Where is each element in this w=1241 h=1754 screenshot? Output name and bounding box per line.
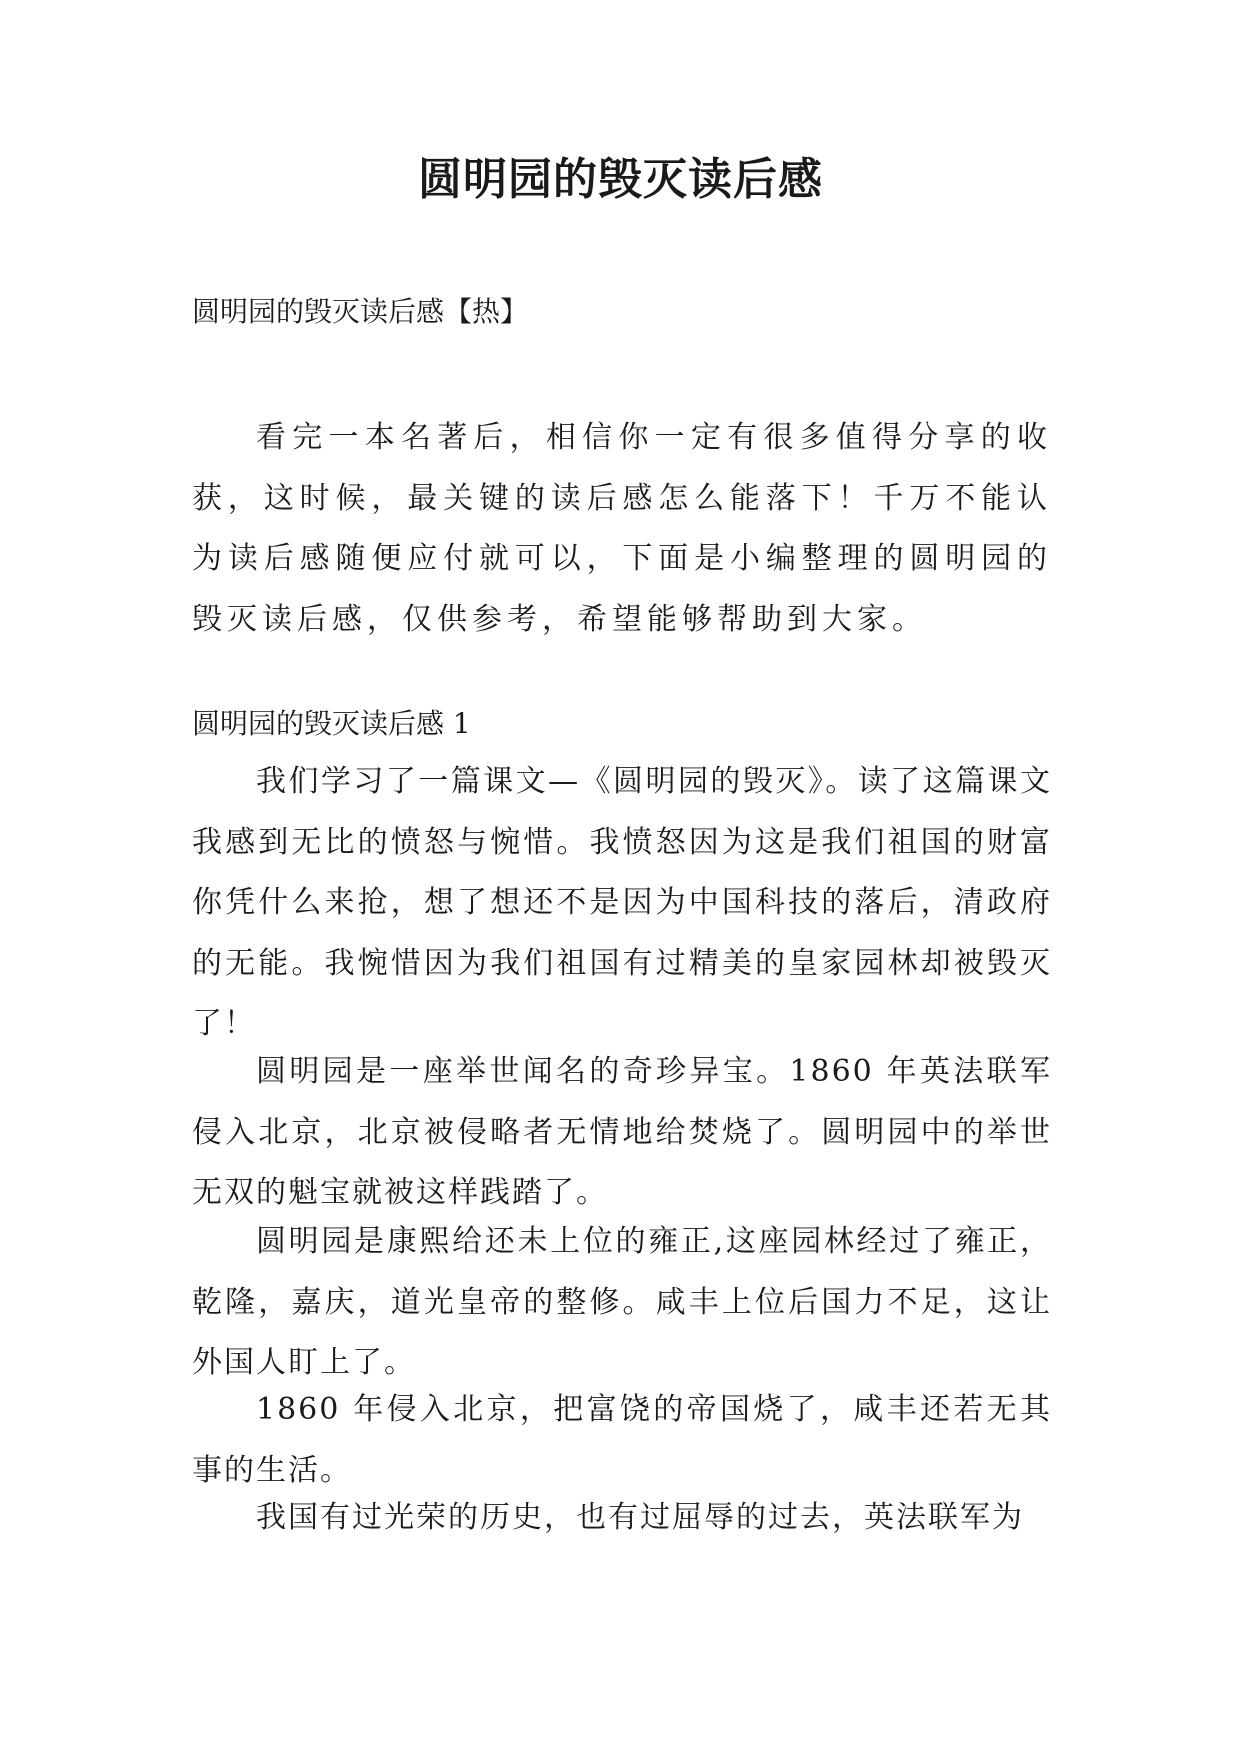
body-paragraph: 我国有过光荣的历史，也有过屈辱的过去，英法联军为: [256, 1500, 1024, 1535]
body-paragraph: 1860 年侵入北京，把富饶的帝国烧了，咸丰还若无其事的生活。: [192, 1392, 1052, 1488]
intro-paragraph: 看完一本名著后，相信你一定有很多值得分享的收获，这时候，最关键的读后感怎么能落下！千万不能认为读后感随便应付就可以，下面是小编整理的圆明园的毁灭读后感，仅供参考，希望能够帮助到大家。: [192, 420, 1052, 637]
document-title: 圆明园的毁灭读后感: [418, 154, 823, 205]
document-subtitle: 圆明园的毁灭读后感【热】: [192, 295, 529, 328]
section-heading: 圆明园的毁灭读后感 1: [192, 707, 471, 740]
body-paragraph: 圆明园是康熙给还未上位的雍正,这座园林经过了雍正，乾隆，嘉庆，道光皇帝的整修。咸丰上位后国力不足，这让外国人盯上了。: [192, 1224, 1052, 1380]
body-paragraph: 我们学习了一篇课文—《圆明园的毁灭》。读了这篇课文我感到无比的愤怒与惋惜。我愤怒因为这是我们祖国的财富你凭什么来抢，想了想还不是因为中国科技的落后，清政府的无能。我惋惜因为我们祖国有过精美的皇家园林却被毁灭了！: [192, 764, 1052, 1041]
body-paragraph: 圆明园是一座举世闻名的奇珍异宝。1860 年英法联军侵入北京，北京被侵略者无情地给焚烧了。圆明园中的举世无双的魁宝就被这样践踏了。: [192, 1054, 1052, 1210]
